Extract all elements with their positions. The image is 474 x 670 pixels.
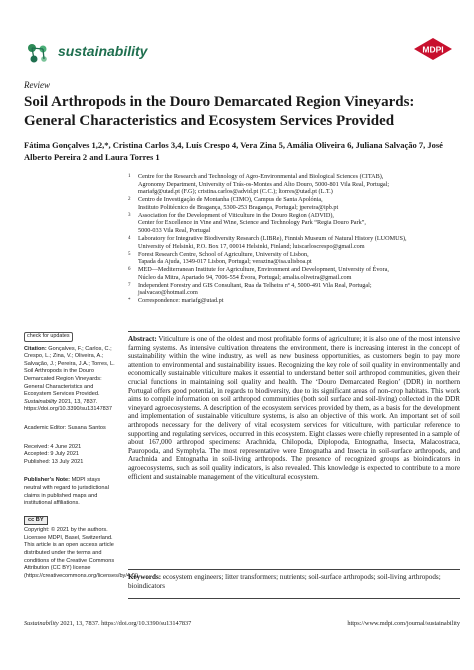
accepted-date: Accepted: 9 July 2021 xyxy=(24,451,80,458)
article-title: Soil Arthropods in the Douro Demarcated Region Vineyards: General Characteristics and Ecosystem Services Provided xyxy=(24,94,415,129)
published-date: Published: 13 July 2021 xyxy=(24,458,84,465)
svg-text:MDPI: MDPI xyxy=(422,44,444,55)
abstract: Abstract: Viticulture is one of the oldest and most profitable forms of agriculture; it is also one of the most intensive farming systems. As intensive cultivation threatens the environment, there is increasing interest in the concept of sustainability within the wine industry, as well as new business opportunities, as customers begin to pay more attention to environmental and sustainability issues. Recognizing the key role of soil quality in environmentally and economically sustainable viticulture makes it essential to understand better soil arthropod communities, given their crucial functions in maintaining soil quality and health. The ‘Douro Demarcated Region’ (DDR) in northern Portugal offers good potential, in regards to biodiversity, due to its significant areas of non-crop habitats. This work aims to compile information on soil arthropod communities (both soil surface and soil-living) collected in the DDR vineyard agroecosystems. A description of the ecosystem services provided by them, as a basis for the development and implementation of sustainable viticulture systems, is also an objective of this work. An important set of soil arthropods necessary for the delivery of vital ecosystem services for viticulture, with particular reference to supporting and regulating services, occurred in this ecosystem. Eight classes were chiefly represented in a sample of about 167,000 arthropod specimens: Arachnida, Chilopoda, Diplopoda, Entognatha, Insecta, Malacostraca, Pauropoda, and Symphyla. The most representative were Entognatha and Insecta in soil-surface arthropods, and Arachnida and Entognatha in soil-living arthropods. The presence of recognized groups as bioindicators in agroecosystems, such as soil quality indicators, is also revealed. This knowledge is expected to contribute to a more efficient and sustainable management of the viticultural ecosystem. xyxy=(128,335,461,481)
sidebar xyxy=(24,328,140,580)
check-updates-badge[interactable]: check for updates xyxy=(24,332,73,342)
affiliation-item: 6 MED—Mediterranean Institute for Agriculture, Environment and Development, University of Évora, Núcleo da Mitra, Apartado 94, 7006-554 Évora, Portugal; amalia.oliveira@gmail.com xyxy=(128,266,389,281)
affiliation-item: 7 Independent Forestry and GIS Consultant, Rua da Telheira nº 4, 5000-491 Vila Real, Portugal; jsalvacao@hotmail.com xyxy=(128,281,372,297)
publisher-note: Publisher’s Note: MDPI stays neutral with regard to jurisdictional claims in published maps and institutional affiliations. xyxy=(24,477,109,507)
abstract-bottom-rule xyxy=(128,569,460,570)
copyright-notice: Copyright: © 2021 by the authors. Licensee MDPI, Basel, Switzerland. This article is an open access article distributed under the terms and conditions of the Creative Commons Attribution (CC BY) license (https://creativecommons.org/licenses/by/4.0/). xyxy=(24,527,140,579)
affiliation-item: 2 Centro de Investigação de Montanha (CIMO), Campus de Santa Apolónia, Instituto Politécnico de Bragança, 5300-253 Bragança, Portugal; jpereira@ipb.pt xyxy=(128,196,339,211)
article-type: Review xyxy=(24,80,50,90)
abstract-top-rule xyxy=(128,331,460,332)
journal-logo-icon xyxy=(24,40,50,66)
academic-editor: Academic Editor: Susana Santos xyxy=(24,424,106,431)
affiliation-item: 1 Centre for the Research and Technology of Agro-Environmental and Biological Sciences (CITAB), Agronomy Department, University of Trás-os-Montes and Alto Douro, 5000-801 Vila Real, Portugal; mariafg@utad.pt (F.G); cristina.carlos@advid.pt (C.C.); ltorres@utad.pt (L.T.) xyxy=(128,173,390,196)
citation: Citation: Gonçalves, F.; Carlos, C.; Crespo, L.; Zina, V.; Oliveira, A.; Salvação, J.; Pereira, J.A.; Torres, L. Soil Arthropods in the Douro Demarcated Region Vineyards: General Characteristics and Ecosystem Services Provided. Sustainability 2021, 13, 7837. https://doi.org/10.3390/su13147837 xyxy=(24,345,115,413)
keywords: Keywords: ecosystem engineers; litter transformers; nutrients; soil-surface arthropods; soil-living arthropods; bioindicators xyxy=(128,573,441,590)
author-list: Fátima Gonçalves 1,2,*, Cristina Carlos 3,4, Luís Crespo 4, Vera Zina 5, Amália Oliveira 6, Juliana Salvação 7, José Alberto Pereira 2 and Laura Torres 1 xyxy=(24,140,443,162)
affiliation-item: 5 Forest Research Centre, School of Agriculture, University of Lisbon, Tapada da Ajuda, 1349-017 Lisbon, Portugal; verazina@isa.ulisboa.pt xyxy=(128,250,312,266)
received-date: Received: 4 June 2021 xyxy=(24,443,82,450)
affiliations xyxy=(128,173,458,305)
footer-citation: Sustainability 2021, 13, 7837. https://doi.org/10.3390/su13147837 xyxy=(24,620,192,627)
affiliation-item: * Correspondence: mariafg@utad.pt xyxy=(128,297,224,305)
cc-license-badge[interactable]: cc BY xyxy=(24,516,48,526)
keywords-bottom-rule xyxy=(128,598,460,599)
affiliation-item: 3 Association for the Development of Viticulture in the Douro Region (ADVID), Center for Excellence in Vine and Wine, Science and Technology Park “Regia Douro Park”, 5000-033 Vila Real, Portugal xyxy=(128,211,366,234)
journal-name: sustainability xyxy=(58,43,148,59)
footer-journal-url[interactable]: https://www.mdpi.com/journal/sustainability xyxy=(347,620,460,627)
affiliation-item: 4 Laboratory for Integrative Biodiversity Research (LIBRe), Finnish Museum of Natural History (LUOMUS), University of Helsinki, P.O. Box 17, 00014 Helsinki, Finland; luiscarloscrespo@gmail.com xyxy=(128,234,407,250)
mdpi-logo-icon xyxy=(414,38,452,64)
